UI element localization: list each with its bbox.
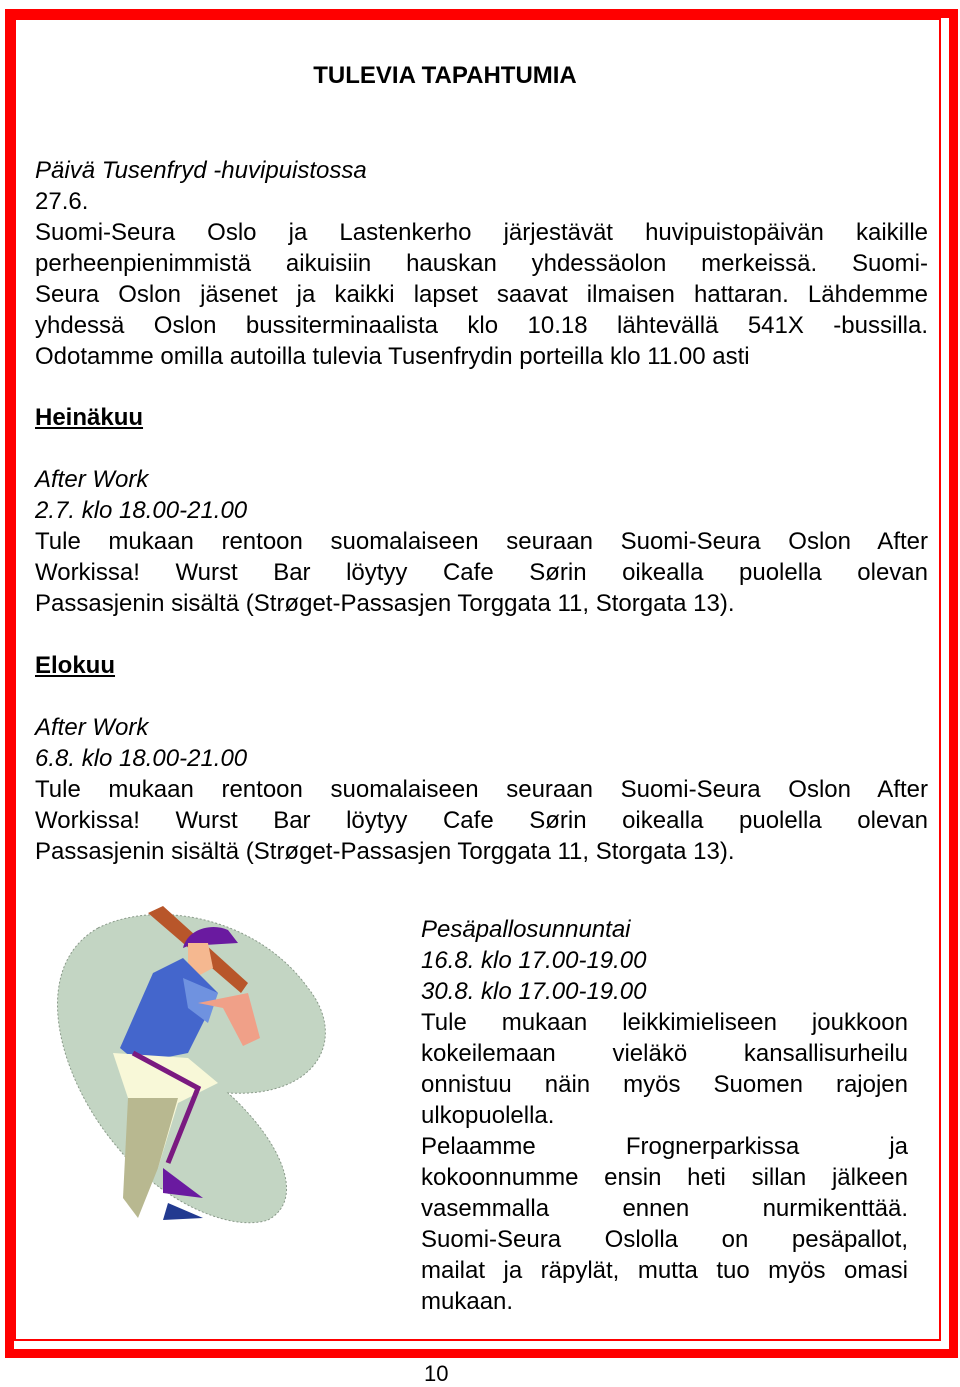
baseball-player-illustration [38, 898, 338, 1228]
event-name: After Work [35, 466, 149, 493]
text-line: perheenpienimmistä aikuisiin hauskan yhdessäolon merkeissä. Suomi- [35, 250, 928, 277]
event-name: After Work [35, 714, 149, 741]
event-date: 30.8. klo 17.00-19.00 [421, 978, 647, 1005]
text-line: mukaan. [421, 1288, 514, 1315]
text-line: Workissa! Wurst Bar löytyy Cafe Sørin oikealla puolella olevan [35, 807, 928, 834]
text-line: Seura Oslon jäsenet ja kaikki lapset saavat ilmaisen hattaran. Lähdemme [35, 281, 928, 308]
event-name: Pesäpallosunnuntai [421, 916, 631, 943]
text-line: ulkopuolella. [421, 1102, 555, 1129]
text-line: mailat ja räpylät, mutta tuo myös omasi [421, 1257, 908, 1284]
text-line: Workissa! Wurst Bar löytyy Cafe Sørin oikealla puolella olevan [35, 559, 928, 586]
event-name: Päivä Tusenfryd -huvipuistossa [35, 157, 367, 184]
text-line: onnistuu näin myös Suomen rajojen [421, 1071, 908, 1098]
text-line: Pelaamme Frognerparkissa ja [421, 1133, 908, 1160]
text-line: Suomi-Seura Oslolla on pesäpallot, [421, 1226, 908, 1253]
event-afterwork-july [35, 464, 928, 619]
event-pesapallo [421, 914, 908, 1317]
text-line: Tule mukaan leikkimieliseen joukkoon [421, 1009, 908, 1036]
text-line: Suomi-Seura Oslo ja Lastenkerho järjestävät huvipuistopäivän kaikille [35, 219, 928, 246]
event-date: 27.6. [35, 188, 89, 215]
event-date: 16.8. klo 17.00-19.00 [421, 947, 647, 974]
text-line: Passasjenin sisältä (Strøget-Passasjen Torggata 11, Storgata 13). [35, 590, 735, 617]
text-line: Odotamme omilla autoilla tulevia Tusenfrydin porteilla klo 11.00 asti [35, 343, 750, 370]
text-line: kokeilemaan vieläkö kansallisurheilu [421, 1040, 908, 1067]
text-line: kokoonnumme ensin heti sillan jälkeen [421, 1164, 908, 1191]
month-heading-august: Elokuu [35, 652, 116, 679]
page-title: TULEVIA TAPAHTUMIA [313, 62, 577, 89]
text-line: yhdessä Oslon bussiterminaalista klo 10.18 lähtevällä 541X -bussilla. [35, 312, 928, 339]
event-afterwork-august [35, 712, 928, 867]
page-number: 10 [424, 1361, 449, 1386]
text-line: Tule mukaan rentoon suomalaiseen seuraan Suomi-Seura Oslon After [35, 776, 928, 803]
text-line: Tule mukaan rentoon suomalaiseen seuraan Suomi-Seura Oslon After [35, 528, 928, 555]
month-heading-july: Heinäkuu [35, 404, 144, 431]
event-date: 2.7. klo 18.00-21.00 [35, 497, 248, 524]
text-line: vasemmalla ennen nurmikenttää. [421, 1195, 908, 1222]
event-tusenfryd [35, 155, 928, 372]
event-date: 6.8. klo 18.00-21.00 [35, 745, 248, 772]
text-line: Passasjenin sisältä (Strøget-Passasjen Torggata 11, Storgata 13). [35, 838, 735, 865]
